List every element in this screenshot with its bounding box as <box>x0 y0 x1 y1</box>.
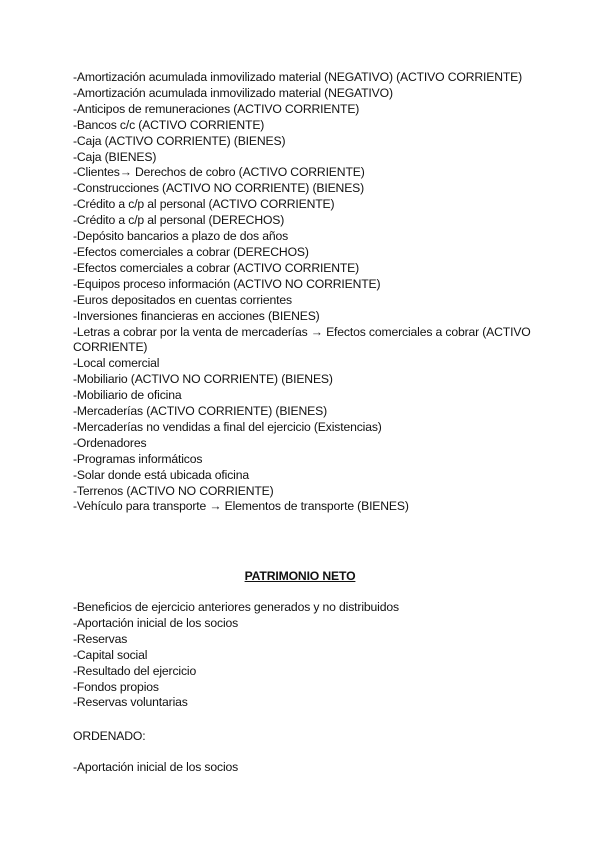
activo-list <box>73 70 543 515</box>
list-item: -Crédito a c/p al personal (DERECHOS) <box>73 213 285 228</box>
list-item: -Programas informáticos <box>73 451 203 466</box>
list-item: -Efectos comerciales a cobrar (DERECHOS) <box>73 244 309 259</box>
list-item: -Reservas voluntarias <box>73 695 188 710</box>
ordenado-list <box>73 760 543 776</box>
list-item: -Clientes→ Derechos de cobro (ACTIVO CORRIENTE) <box>73 165 365 180</box>
list-item: -Caja (ACTIVO CORRIENTE) (BIENES) <box>73 133 286 148</box>
list-item: -Terrenos (ACTIVO NO CORRIENTE) <box>73 483 274 498</box>
list-item: -Mobiliario (ACTIVO NO CORRIENTE) (BIENES) <box>73 372 333 387</box>
list-item: -Amortización acumulada inmovilizado material (NEGATIVO) (ACTIVO CORRIENTE) <box>73 70 523 84</box>
list-item: -Resultado del ejercicio <box>73 663 197 678</box>
list-item: -Reservas <box>73 631 128 646</box>
list-item: -Aportación inicial de los socios <box>73 615 239 630</box>
list-item: -Anticipos de remuneraciones (ACTIVO CORRIENTE) <box>73 101 360 116</box>
list-item: -Inversiones financieras en acciones (BIENES) <box>73 308 320 323</box>
list-item: -Construcciones (ACTIVO NO CORRIENTE) (BIENES) <box>73 181 365 196</box>
list-item: -Bancos c/c (ACTIVO CORRIENTE) <box>73 117 265 132</box>
list-item: -Equipos proceso información (ACTIVO NO CORRIENTE) <box>73 276 381 291</box>
list-item: -Vehículo para transporte → Elementos de transporte (BIENES) <box>73 499 409 514</box>
list-item: -Caja (BIENES) <box>73 149 157 164</box>
list-item: -Mercaderías (ACTIVO CORRIENTE) (BIENES) <box>73 404 328 419</box>
list-item: -Efectos comerciales a cobrar (ACTIVO CORRIENTE) <box>73 260 360 275</box>
list-item: -Local comercial <box>73 356 160 371</box>
patrimonio-list <box>73 600 543 711</box>
list-item: -Depósito bancarios a plazo de dos años <box>73 229 289 244</box>
list-item: -Fondos propios <box>73 679 159 694</box>
ordenado-label: ORDENADO: <box>73 729 146 743</box>
list-item: -Letras a cobrar por la venta de mercaderías → Efectos comerciales a cobrar (ACTIVO CORRIENTE) <box>73 324 531 355</box>
list-item: -Mobiliario de oficina <box>73 388 182 403</box>
list-item: -Capital social <box>73 647 148 662</box>
list-item: -Beneficios de ejercicio anteriores generados y no distribuidos <box>73 600 399 614</box>
list-item: -Crédito a c/p al personal (ACTIVO CORRIENTE) <box>73 197 335 212</box>
list-item: -Aportación inicial de los socios <box>73 760 239 774</box>
section-heading-patrimonio-neto: PATRIMONIO NETO <box>244 569 356 583</box>
list-item: -Amortización acumulada inmovilizado material (NEGATIVO) <box>73 85 393 100</box>
list-item: -Mercaderías no vendidas a final del ejercicio (Existencias) <box>73 419 382 434</box>
list-item: -Euros depositados en cuentas corrientes <box>73 292 292 307</box>
list-item: -Ordenadores <box>73 435 147 450</box>
list-item: -Solar donde está ubicada oficina <box>73 467 249 482</box>
